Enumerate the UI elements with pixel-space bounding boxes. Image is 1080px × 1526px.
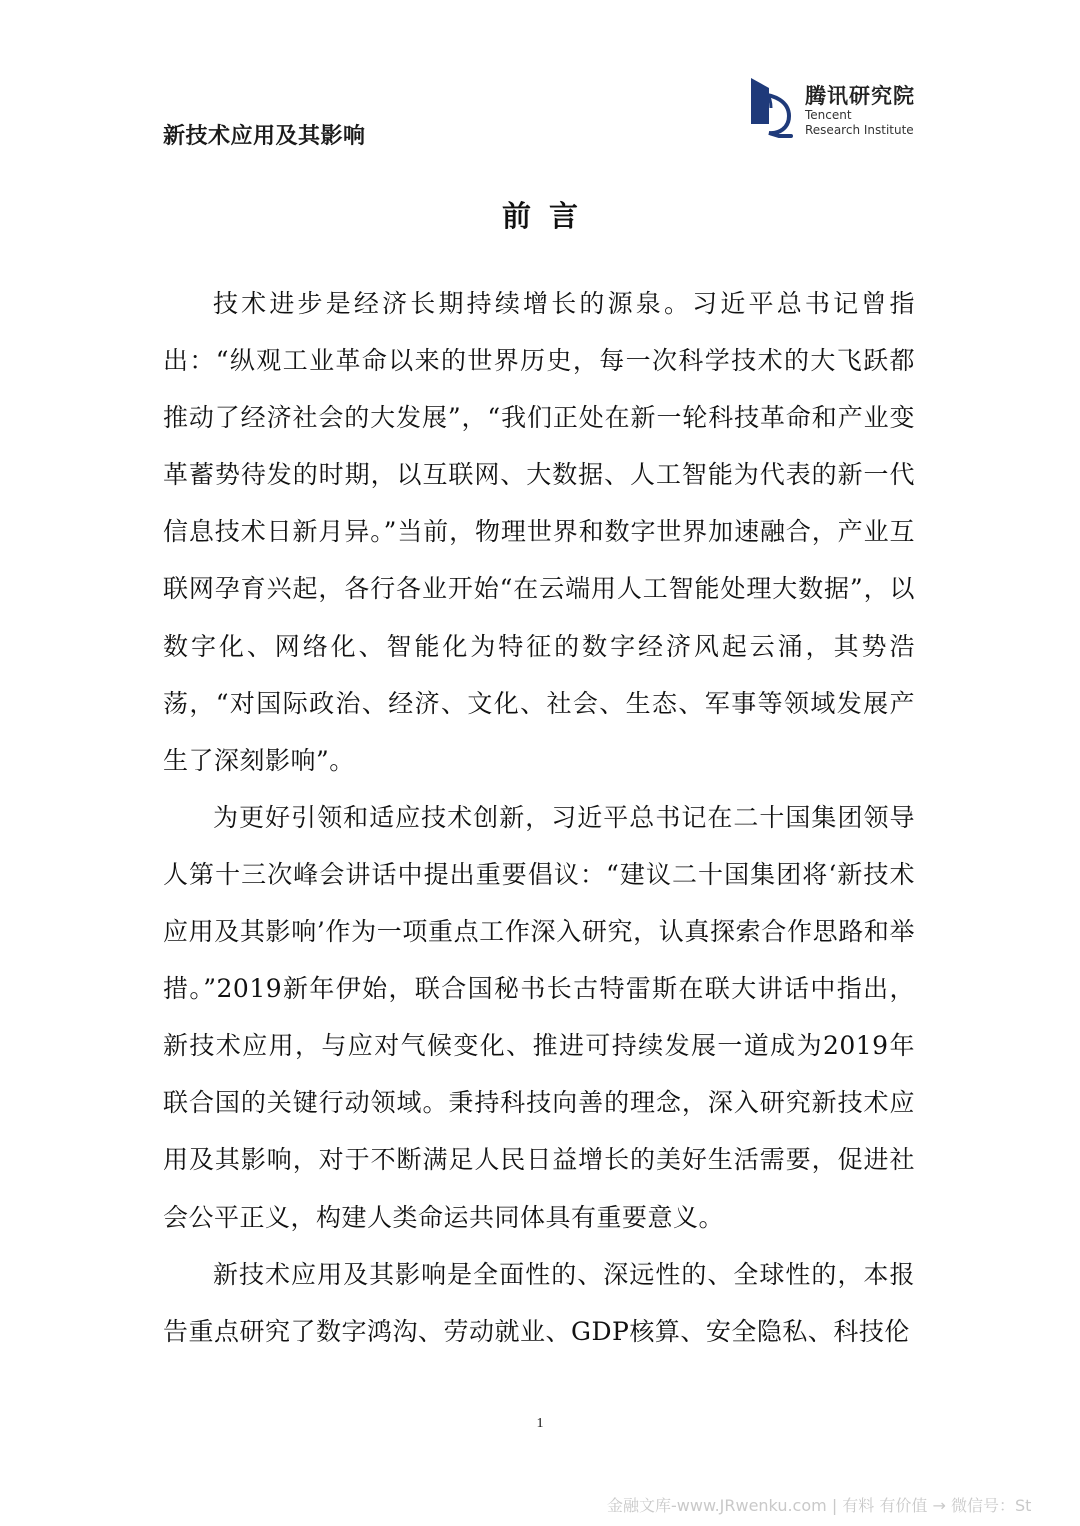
paragraph-2: 为更好引领和适应技术创新，习近平总书记在二十国集团领导人第十三次峰会讲话中提出重要倡议：“建议二十国集团将‘新技术应用及其影响’作为一项重点工作深入研究，认真探索合作思路和举措。”2019新年伊始，联合国秘书长古特雷斯在联大讲话中指出，新技术应用，与应对气候变化、推进可持续发展一道成为2019年联合国的关键行动领域。秉持科技向善的理念，深入研究新技术应用及其影响，对于不断满足人民日益增长的美好生活需要，促进社会公平正义，构建人类命运共同体具有重要意义。 [163,802,915,1232]
logo-english-name-line2: Research Institute [805,123,914,137]
tencent-research-logo-icon [745,76,797,138]
page-number: 1 [536,1416,544,1431]
paragraph-1: 技术进步是经济长期持续增长的源泉。习近平总书记曾指出：“纵观工业革命以来的世界历史，每一次科学技术的大飞跃都推动了经济社会的大发展”，“我们正处在新一轮科技革命和产业变革蓄势待发的时期，以互联网、大数据、人工智能为代表的新一代信息技术日新月异。”当前，物理世界和数字世界加速融合，产业互联网孕育兴起，各行各业开始“在云端用人工智能处理大数据”，以数字化、网络化、智能化为特征的数字经济风起云涌，其势浩荡，“对国际政治、经济、文化、社会、生态、军事等领域发展产生了深刻影响”。 [163,289,915,775]
document-header-title: 新技术应用及其影响 [163,124,366,149]
body-text [163,275,915,1360]
watermark-text: 金融文库-www.JRwenku.com | 有料 有价值 → 微信号：St [607,1496,1032,1515]
logo-chinese-name: 腾讯研究院 [805,84,915,108]
section-title: 前言 [501,199,596,233]
paragraph-3: 新技术应用及其影响是全面性的、深远性的、全球性的，本报告重点研究了数字鸿沟、劳动就业、GDP核算、安全隐私、科技伦 [163,1259,915,1346]
tencent-research-logo [745,76,935,138]
logo-english-name-line1: Tencent [805,108,852,122]
